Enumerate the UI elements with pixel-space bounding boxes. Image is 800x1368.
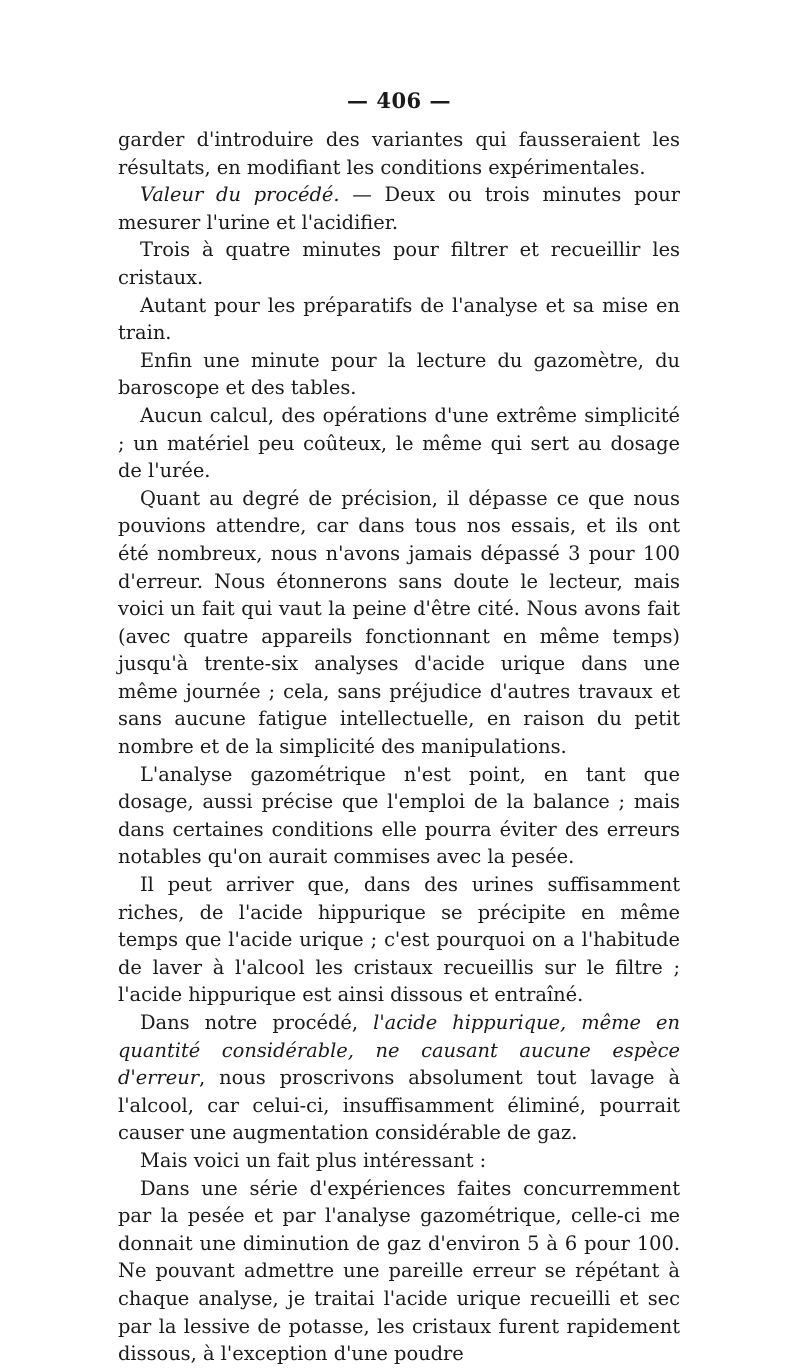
book-page: [118, 86, 680, 1368]
paragraph-10: [118, 1009, 680, 1147]
text-run: , nous proscrivons absolument tout lavage à l'alcool, car celui-ci, insuffisamment éliminé, pourrait causer une augmentation considérable de gaz.: [118, 1066, 680, 1145]
text-run: Mais voici un fait plus intéressant :: [140, 1148, 487, 1172]
paragraph-3: [118, 236, 680, 291]
paragraph-11: [118, 1147, 680, 1175]
text-run: Trois à quatre minutes pour filtrer et recueillir les cristaux.: [118, 238, 680, 289]
paragraph-6: [118, 402, 680, 485]
text-run: Aucun calcul, des opérations d'une extrême simplicité ; un matériel peu coûteux, le même qui sert au dosage de l'urée.: [118, 403, 680, 483]
text-run: Autant pour les préparatifs de l'analyse et sa mise en train.: [118, 293, 680, 345]
text-run: garder d'introduire des variantes qui fausseraient les résultats, en modifiant les conditions expérimentales.: [118, 128, 680, 179]
paragraph-9: [118, 871, 680, 1009]
text-run: Enfin une minute pour la lecture du gazomètre, du baroscope et des tables.: [118, 348, 680, 400]
text-run: — Deux ou trois minutes pour mesurer l'urine et l'acidifier.: [118, 183, 680, 234]
paragraph-2: [118, 181, 680, 236]
paragraph-1: [118, 126, 680, 181]
section-heading: Valeur du procédé.: [140, 183, 340, 207]
paragraph-12: [118, 1175, 680, 1368]
paragraph-4: [118, 292, 680, 347]
page-number: — 406 —: [347, 88, 451, 113]
emphasis-text: l'acide hippurique, même en quantité considérable, ne causant aucune espèce d'erreur: [118, 1011, 680, 1090]
text-run: Il peut arriver que, dans des urines suffisamment riches, de l'acide hippurique se précipite en même temps que l'acide urique ; c'est pourquoi on a l'habitude de laver à l'alcool les cristaux recueillis sur le filtre ; l'acide hippurique est ainsi dissous et entraîné.: [118, 873, 680, 1007]
paragraph-5: [118, 347, 680, 402]
text-run: Quant au degré de précision, il dépasse ce que nous pouvions attendre, car dans tous nos essais, et ils ont été nombreux, nous n'avons jamais dépassé 3 pour 100 d'erreur. Nous étonnerons sans doute le lecteur, mais voici un fait qui vaut la peine d'être cité. Nous avons fait (avec quatre appareils fonctionnant en même temps) jusqu'à trente-six analyses d'acide urique dans une même journée ; cela, sans préjudice d'autres travaux et sans aucune fatigue intellectuelle, en raison du petit nombre et de la simplicité des manipulations.: [118, 486, 680, 759]
text-run: Dans notre procédé,: [140, 1011, 374, 1034]
text-run: L'analyse gazométrique n'est point, en tant que dosage, aussi précise que l'emploi de la balance ; mais dans certaines conditions elle pourra éviter des erreurs notables qu'on aurait commises avec la pesée.: [118, 762, 680, 869]
paragraph-8: [118, 761, 680, 871]
text-run: Dans une série d'expériences faites concurremment par la pesée et par l'analyse gazométrique, celle-ci me donnait une diminution de gaz d'environ 5 à 6 pour 100. Ne pouvant admettre une pareille erreur se répétant à chaque analyse, je traitai l'acide urique recueilli et sec par la lessive de potasse, les cristaux furent rapidement dissous, à l'exception d'une poudre: [118, 1176, 680, 1366]
paragraph-7: [118, 485, 680, 761]
